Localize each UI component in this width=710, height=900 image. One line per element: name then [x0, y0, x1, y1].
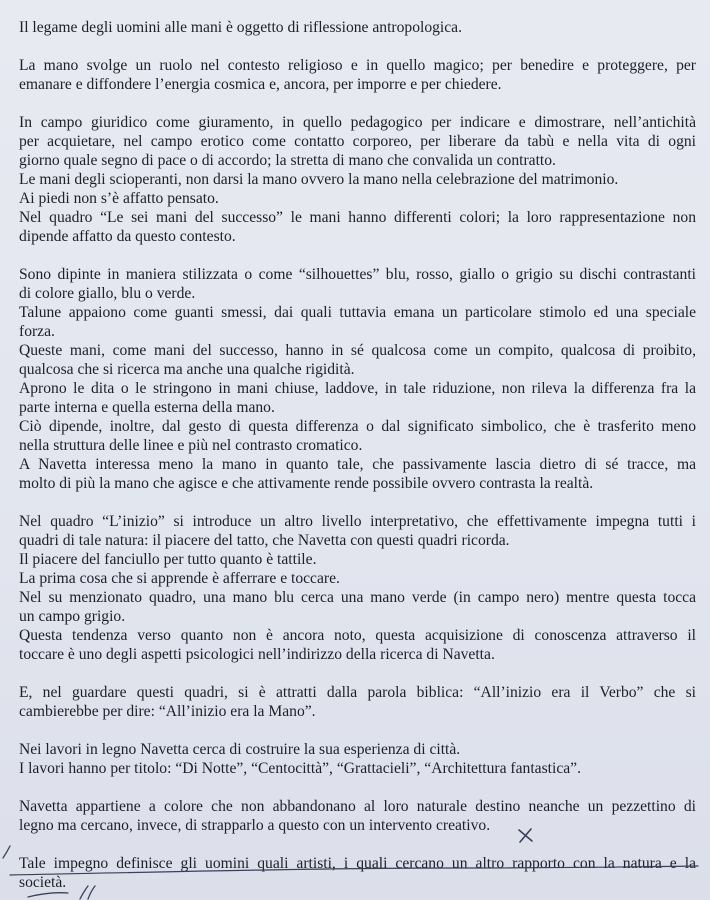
text-line: Ai piedi non s’è affatto pensato.: [19, 190, 219, 207]
text-line: Nel quadro “Le sei mani del successo” le mani hanno differenti colori; la loro rappresentazione non: [19, 209, 696, 226]
text-line: Il legame degli uomini alle mani è oggetto di riflessione antropologica.: [19, 19, 462, 36]
text-line: Nel quadro “L’inizio” si introduce un altro livello interpretativo, che effettivamente impegna tutti i: [19, 513, 696, 530]
text-line: legno ma cercano, invece, di strapparlo a questo con un intervento creativo.: [19, 817, 491, 834]
text-line: Nel su menzionato quadro, una mano blu cerca una mano verde (in campo nero) mentre questa tocca: [19, 589, 696, 606]
text-line: Navetta appartiene a colore che non abbandonano al loro naturale destino neanche un pezzettino di: [19, 798, 696, 815]
text-line: un campo grigio.: [19, 608, 126, 625]
text-line: nella struttura delle linee e più nel contrasto cromatico.: [19, 437, 363, 454]
text-line: Nei lavori in legno Navetta cerca di costruire la sua esperienza di città.: [19, 741, 461, 758]
paragraph: [19, 56, 696, 94]
paragraph: [19, 265, 696, 493]
text-line: parte interna e quella esterna della mano.: [19, 399, 275, 416]
text-line: E, nel guardare questi quadri, si è attratti dalla parola biblica: “All’inizio era il Verbo” che si: [19, 684, 696, 701]
text-line: cambierebbe per dire: “All’inizio era la Mano”.: [19, 703, 316, 720]
text-line: Sono dipinte in maniera stilizzata o come “silhouettes” blu, rosso, giallo o grigio su dischi contrastanti: [19, 266, 696, 283]
text-line: Queste mani, come mani del successo, hanno in sé qualcosa come un compito, qualcosa di proibito,: [19, 342, 696, 359]
text-line: I lavori hanno per titolo: “Di Notte”, “Centocittà”, “Grattacieli”, “Architettura fantastica”.: [19, 760, 581, 777]
document-body: [19, 18, 696, 892]
text-line: Tale impegno definisce gli uomini quali artisti, i quali cercano un altro rapporto con la natura e la: [19, 855, 696, 872]
paragraph: [19, 512, 696, 664]
text-line: Il piacere del fanciullo per tutto quanto è tattile.: [19, 551, 317, 568]
text-line: In campo giuridico come giuramento, in quello pedagogico per indicare e dimostrare, nell’antichità: [19, 114, 696, 131]
paragraph: [19, 683, 696, 721]
text-line: Talune appaiono come guanti smessi, dai quali tuttavia emana un particolare stimolo ed una speciale: [19, 304, 696, 321]
text-line: di colore giallo, blu o verde.: [19, 285, 196, 302]
text-line: società.: [19, 874, 67, 891]
margin-tick-mark: [3, 846, 10, 858]
text-line: molto di più la mano che agisce e che attivamente rende possibile ovvero contrasta la realtà.: [19, 475, 594, 492]
paragraph: [19, 18, 696, 37]
text-line: dipende affatto da questo contesto.: [19, 228, 236, 245]
text-line: Aprono le dita o le stringono in mani chiuse, laddove, in tale riduzione, non rileva la differenza fra la: [19, 380, 696, 397]
text-line: toccare è uno degli aspetti psicologici nell’indirizzo della ricerca di Navetta.: [19, 646, 495, 663]
text-line: La mano svolge un ruolo nel contesto religioso e in quello magico; per benedire e proteggere, per: [19, 57, 696, 74]
paragraph: [19, 797, 696, 835]
text-line: La prima cosa che si apprende è afferrare e toccare.: [19, 570, 340, 587]
text-line: forza.: [19, 323, 55, 340]
text-line: Le mani degli scioperanti, non darsi la mano ovvero la mano nella celebrazione del matrimonio.: [19, 171, 619, 188]
paragraph: [19, 740, 696, 778]
text-line: Ciò dipende, inoltre, dal gesto di questa differenza o dal significato simbolico, che è trasferito meno: [19, 418, 696, 435]
text-line: per acquietare, nel campo erotico come contatto corporeo, per liberare da tabù e nella vita di ogni: [19, 133, 696, 150]
text-line: qualcosa che si ricerca ma anche una qualche rigidità.: [19, 361, 355, 378]
text-line: Questa tendenza verso quanto non è ancora noto, questa acquisizione di conoscenza attraverso il: [19, 627, 696, 644]
paragraph: [19, 113, 696, 246]
text-line: quadri di tale natura: il piacere del tatto, che Navetta con questi quadri ricorda.: [19, 532, 510, 549]
text-line: A Navetta interessa meno la mano in quanto tale, che passivamente lascia dietro di sé tracce, ma: [19, 456, 696, 473]
text-line: giorno quale segno di pace o di accordo; la stretta di mano che convalida un contratto.: [19, 152, 556, 169]
text-line: emanare e diffondere l’energia cosmica e, ancora, per imporre e per chiedere.: [19, 76, 502, 93]
paragraph: [19, 854, 696, 892]
